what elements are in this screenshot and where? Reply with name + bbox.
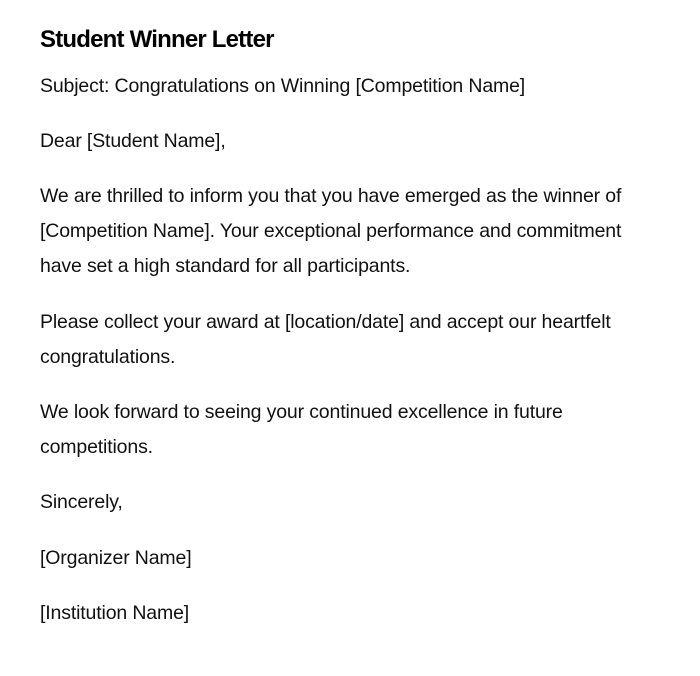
organizer-name: [Organizer Name] bbox=[40, 547, 192, 569]
closing: Sincerely, bbox=[40, 491, 123, 513]
body-paragraph-announcement: We are thrilled to inform you that you have emerged as the winner of [Competition Name]. Your exceptional performance and commitment have set a high standard for all participants. bbox=[40, 185, 622, 277]
body-paragraph-award: Please collect your award at [location/date] and accept our heartfelt congratulations. bbox=[40, 311, 611, 368]
body-paragraph-future: We look forward to seeing your continued excellence in future competitions. bbox=[40, 401, 563, 458]
document-title: Student Winner Letter bbox=[40, 26, 274, 53]
institution-name: [Institution Name] bbox=[40, 602, 190, 624]
subject-line: Subject: Congratulations on Winning [Competition Name] bbox=[40, 75, 526, 97]
salutation: Dear [Student Name], bbox=[40, 130, 226, 152]
